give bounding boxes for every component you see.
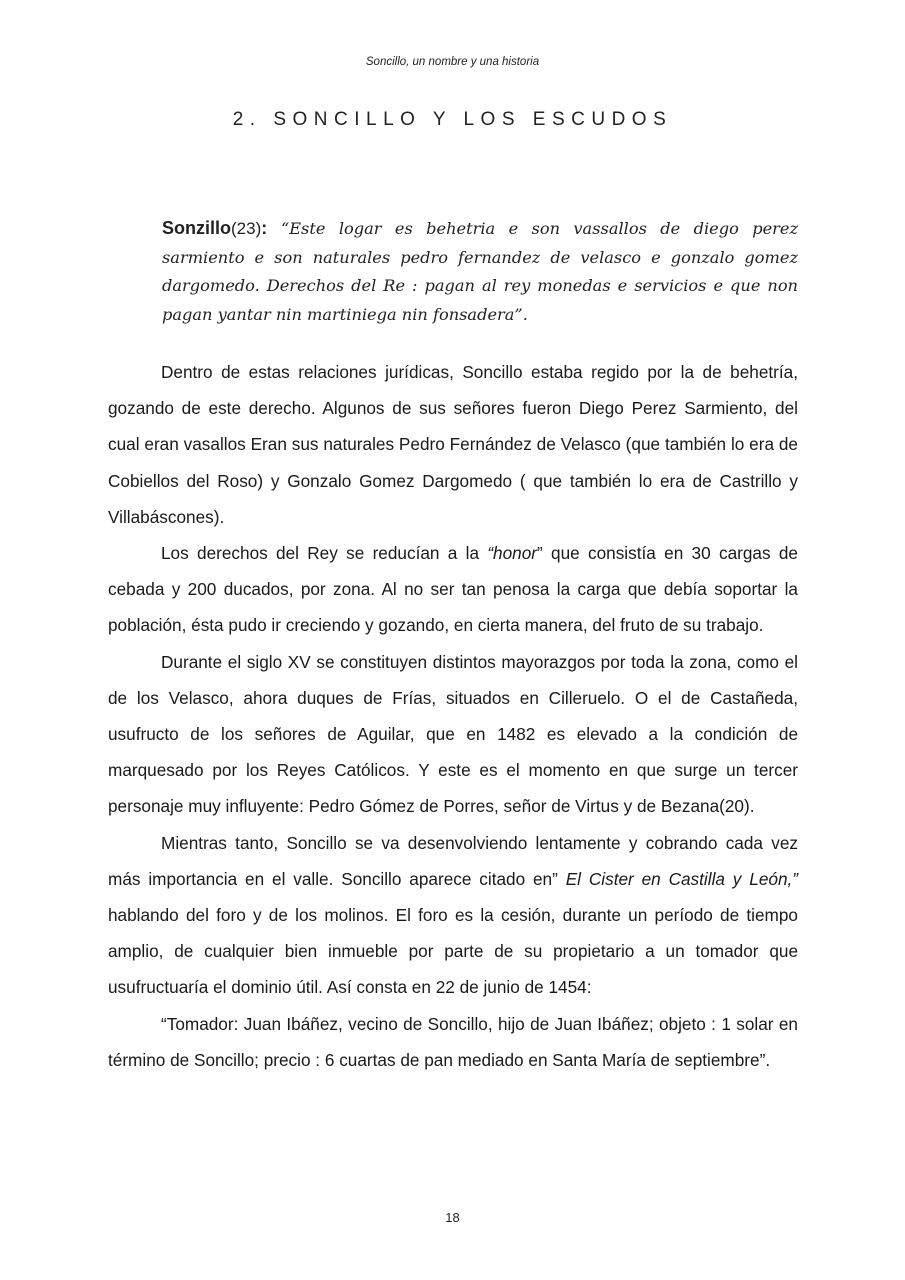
paragraph-2-start: Los derechos del Rey se reducían a la (161, 543, 488, 564)
paragraph-4-end: hablando del foro y de los molinos. El foro es la cesión, durante un período de tiempo amplio, de cualquier bien inmueble por parte de su propietario a un tomador que usufructuaría el dominio útil. Así consta en 22 de junio de 1454: (108, 905, 798, 998)
paragraph-2-end: ” que consistía en 30 cargas de cebada y 200 ducados, por zona. Al no ser tan penosa la carga que debía soportar la población, ésta pudo ir creciendo y gozando, en cierta manera, del fruto de su trabajo. (108, 543, 798, 636)
quote-reference: (23) (231, 219, 262, 238)
quote-colon: : (261, 218, 268, 238)
running-header: Soncillo, un nombre y una historia (365, 56, 540, 68)
citation-block: “Tomador: Juan Ibáñez, vecino de Soncillo, hijo de Juan Ibáñez; objeto : 1 solar en término de Soncillo; precio : 6 cuartas de pan mediado en Santa María de septiembre”. (108, 1013, 798, 1070)
paragraph-2-emphasis: “honor (487, 543, 537, 564)
paragraph-2 (108, 535, 798, 644)
paragraph-1: Dentro de estas relaciones jurídicas, Soncillo estaba regido por la de behetría, gozando de este derecho. Algunos de sus señores fueron Diego Perez Sarmiento, del cual eran vasallos Eran sus naturales Pedro Fernández de Velasco (que también lo era de Cobiellos del Roso) y Gonzalo Gomez Dargomedo ( que también lo era de Castrillo y Villabáscones). (108, 362, 798, 527)
body-text (108, 354, 798, 1078)
quote-text: “Este logar es behetria e son vassallos de diego perez sarmiento e son naturales pedro fernandez de velasco e gonzalo gomez dargomedo. Derechos del Re : pagan al rey monedas e servicios e que non pagan yantar nin martiniega nin fonsadera” (162, 219, 799, 324)
quote-term: Sonzillo (162, 218, 231, 238)
paragraph-4-start: Mientras tanto, Soncillo se va desenvolviendo lentamente y cobrando cada vez más importancia en el valle. Soncillo aparece citado en” (108, 832, 798, 889)
paragraph-4-emphasis: El Cister en Castilla y León,” (565, 868, 799, 889)
chapter-title: 2. SONCILLO Y LOS ESCUDOS (232, 109, 673, 130)
page-number: 18 (445, 1210, 460, 1225)
quote-end: . (522, 304, 528, 324)
paragraph-3: Durante el siglo XV se constituyen distintos mayorazgos por toda la zona, como el de los Velasco, ahora duques de Frías, situados en Cilleruelo. O el de Castañeda, usufructo de los señores de Aguilar, que en 1482 es elevado a la condición de marquesado por los Reyes Católicos. Y este es el momento en que surge un tercer personaje muy influyente: Pedro Gómez de Porres, señor de Virtus y de Bezana(20). (108, 651, 798, 817)
paragraph-4 (108, 825, 798, 1006)
quote-block (162, 214, 798, 329)
